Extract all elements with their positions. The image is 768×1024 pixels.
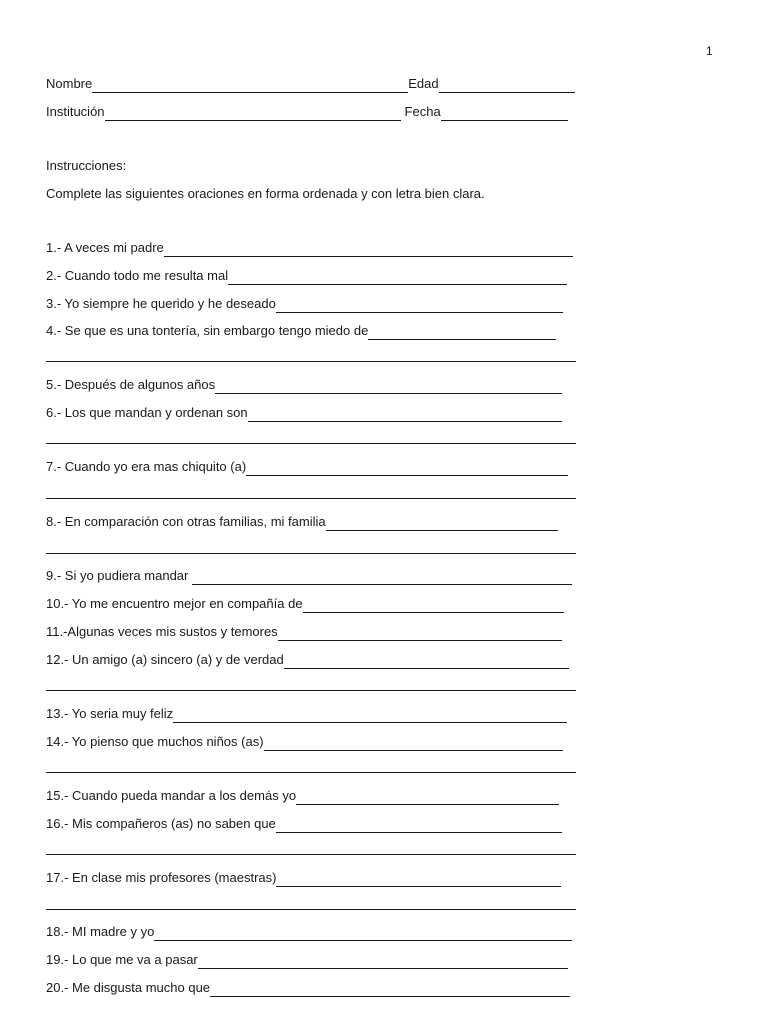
answer-blank[interactable]: [192, 571, 572, 585]
sentence-prompt: 20.- Me disgusta mucho que: [46, 980, 211, 995]
answer-continuation-line[interactable]: [46, 690, 576, 691]
sentence-item: [46, 322, 556, 340]
sentence-item: [46, 951, 568, 969]
answer-blank[interactable]: [264, 737, 563, 751]
fecha-label: Fecha: [404, 104, 441, 119]
sentence-prompt: 13.- Yo seria muy feliz: [46, 706, 174, 721]
sentence-prompt: 12.- Un amigo (a) sincero (a) y de verdad: [46, 652, 284, 667]
sentence-item: [46, 705, 567, 723]
sentence-prompt: 8.- En comparación con otras familias, mi familia: [46, 514, 326, 529]
sentence-prompt: 2.- Cuando todo me resulta mal: [46, 268, 229, 283]
answer-blank[interactable]: [368, 326, 556, 340]
sentence-item: [46, 295, 563, 313]
answer-blank[interactable]: [278, 627, 562, 641]
sentence-item: [46, 651, 569, 669]
sentence-item: [46, 376, 562, 394]
sentence-prompt: 4.- Se que es una tontería, sin embargo tengo miedo de: [46, 323, 369, 338]
sentence-prompt: 15.- Cuando pueda mandar a los demás yo: [46, 788, 297, 803]
answer-blank[interactable]: [326, 517, 558, 531]
sentence-prompt: 11.-Algunas veces mis sustos y temores: [46, 624, 278, 639]
sentence-item: [46, 787, 559, 805]
sentence-prompt: 17.- En clase mis profesores (maestras): [46, 870, 277, 885]
institucion-fecha-row: [46, 103, 568, 121]
sentence-item: [46, 623, 562, 641]
answer-blank[interactable]: [296, 791, 559, 805]
nombre-edad-row: [46, 75, 575, 93]
answer-blank[interactable]: [228, 271, 567, 285]
sentence-prompt: 7.- Cuando yo era mas chiquito (a): [46, 459, 247, 474]
answer-continuation-line[interactable]: [46, 361, 576, 362]
fecha-blank[interactable]: [441, 107, 568, 121]
sentence-prompt: 18.- MI madre y yo: [46, 924, 155, 939]
answer-continuation-line[interactable]: [46, 772, 576, 773]
sentence-item: [46, 458, 568, 476]
answer-blank[interactable]: [210, 983, 570, 997]
answer-continuation-line[interactable]: [46, 498, 576, 499]
sentence-item: [46, 595, 564, 613]
answer-blank[interactable]: [173, 709, 567, 723]
sentence-prompt: 6.- Los que mandan y ordenan son: [46, 405, 248, 420]
answer-continuation-line[interactable]: [46, 909, 576, 910]
answer-continuation-line[interactable]: [46, 854, 576, 855]
answer-blank[interactable]: [246, 462, 568, 476]
answer-blank[interactable]: [276, 819, 562, 833]
page-number: 1: [706, 44, 713, 58]
nombre-blank[interactable]: [92, 79, 408, 93]
sentence-item: [46, 733, 563, 751]
sentence-prompt: 5.- Después de algunos años: [46, 377, 216, 392]
sentence-prompt: 14.- Yo pienso que muchos niños (as): [46, 734, 264, 749]
answer-blank[interactable]: [248, 408, 562, 422]
answer-continuation-line[interactable]: [46, 553, 576, 554]
sentence-item: [46, 404, 562, 422]
institucion-blank[interactable]: [105, 107, 401, 121]
answer-blank[interactable]: [154, 927, 572, 941]
nombre-label: Nombre: [46, 76, 93, 91]
edad-label: Edad: [408, 76, 439, 91]
answer-blank[interactable]: [276, 299, 563, 313]
answer-blank[interactable]: [164, 243, 573, 257]
sentence-prompt: 1.- A veces mi padre: [46, 240, 164, 255]
sentence-item: [46, 869, 561, 887]
sentence-prompt: 16.- Mis compañeros (as) no saben que: [46, 816, 276, 831]
sentence-item: [46, 979, 570, 997]
instructions-body: Complete las siguientes oraciones en forma ordenada y con letra bien clara.: [46, 186, 485, 201]
sentence-item: [46, 267, 567, 285]
answer-blank[interactable]: [284, 655, 569, 669]
answer-blank[interactable]: [276, 873, 561, 887]
institucion-label: Institución: [46, 104, 105, 119]
sentence-item: [46, 239, 573, 257]
sentence-prompt: 3.- Yo siempre he querido y he deseado: [46, 296, 276, 311]
sentence-prompt: 10.- Yo me encuentro mejor en compañía de: [46, 596, 303, 611]
answer-blank[interactable]: [303, 599, 564, 613]
answer-continuation-line[interactable]: [46, 443, 576, 444]
instructions-title: Instrucciones:: [46, 158, 127, 173]
sentence-prompt: 19.- Lo que me va a pasar: [46, 952, 198, 967]
answer-blank[interactable]: [215, 380, 562, 394]
answer-blank[interactable]: [198, 955, 568, 969]
sentence-item: [46, 815, 562, 833]
sentence-item: [46, 923, 572, 941]
edad-blank[interactable]: [439, 79, 575, 93]
sentence-item: [46, 513, 558, 531]
sentence-prompt: 9.- Si yo pudiera mandar: [46, 568, 192, 583]
sentence-item: [46, 567, 572, 585]
